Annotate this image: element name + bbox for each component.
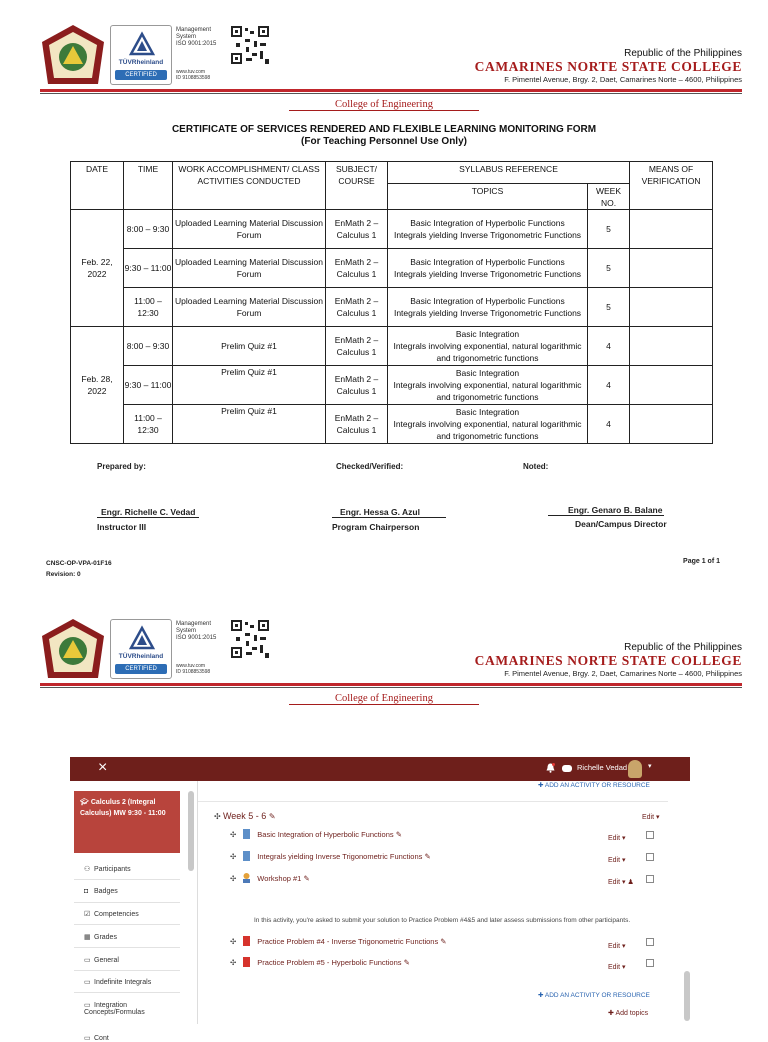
sidebar-item-integration-concepts[interactable]: ▭ Integration Concepts/Formulas xyxy=(84,1002,145,1016)
table-row xyxy=(71,210,713,249)
college-seal-logo xyxy=(40,24,106,88)
header-week: WEEK NO. xyxy=(588,184,630,210)
lms-course-content xyxy=(198,781,690,1024)
checked-verified-label: Checked/Verified: xyxy=(336,462,404,471)
completion-checkbox[interactable] xyxy=(646,853,654,861)
badge-icon: ◘ xyxy=(84,888,89,895)
college-seal-logo xyxy=(40,618,106,682)
work-cell: Prelim Quiz #1 xyxy=(173,366,326,405)
activity-edit-menu[interactable]: Edit ▾ xyxy=(608,835,626,842)
form-subtitle: (For Teaching Personnel Use Only) xyxy=(301,136,467,147)
prepared-by-role: Instructor III xyxy=(97,522,147,532)
sidebar-divider xyxy=(74,924,180,925)
work-cell: Prelim Quiz #1 xyxy=(173,327,326,366)
move-icon: ✣ xyxy=(230,830,237,839)
add-topics-link[interactable]: ✚ Add topics xyxy=(608,1010,649,1017)
move-icon: ✣ xyxy=(230,852,237,861)
header-red-rule xyxy=(40,683,742,686)
week-section-title[interactable]: ✣ Week 5 - 6 ✎ xyxy=(214,811,276,821)
sidebar-divider xyxy=(74,879,180,880)
week-cell: 4 xyxy=(588,366,630,405)
management-system-text: Management System ISO 9001:2015 xyxy=(176,621,217,641)
document-code: CNSC-OP-VPA-01F16 Revision: 0 xyxy=(46,560,112,578)
header-work: WORK ACCOMPLISHMENT/ CLASS ACTIVITIES CONDUCTED xyxy=(173,162,326,210)
header-black-rule xyxy=(40,687,742,688)
subject-cell: EnMath 2 – Calculus 1 xyxy=(326,288,388,327)
form-title: CERTIFICATE OF SERVICES RENDERED AND FLEXIBLE LEARNING MONITORING FORM xyxy=(171,124,597,135)
header-syllabus: SYLLABUS REFERENCE xyxy=(388,162,630,184)
header-means: MEANS OF VERIFICATION xyxy=(630,162,713,210)
qr-code-icon xyxy=(230,619,270,659)
week-cell: 4 xyxy=(588,327,630,366)
date-cell: Feb. 28, 2022 xyxy=(71,327,124,444)
week-cell: 5 xyxy=(588,210,630,249)
tuv-name: TÜVRheinland xyxy=(118,59,164,66)
header-black-rule xyxy=(40,93,742,94)
college-name: CAMARINES NORTE STATE COLLEGE xyxy=(474,653,742,668)
time-cell: 9:30 – 11:00 xyxy=(124,249,173,288)
sidebar-item-competencies[interactable]: ☑ Competencies xyxy=(84,911,139,918)
file-icon xyxy=(242,829,251,839)
checked-by-role: Program Chairperson xyxy=(332,522,420,532)
work-cell: Uploaded Learning Material Discussion Forum xyxy=(173,249,326,288)
work-cell: Prelim Quiz #1 xyxy=(173,405,326,444)
sidebar-item-course[interactable]: 🎓︎ Calculus 2 (Integral Calculus) MW 9:30 - 11:00 xyxy=(74,791,180,853)
sidebar-item-indefinite-integrals[interactable]: ▭ Indefinite Integrals xyxy=(84,979,152,986)
sidebar-item-cont[interactable]: ▭ Cont xyxy=(84,1035,109,1042)
tuv-url-text: www.tuv.com ID 9108853598 xyxy=(176,663,211,675)
activity-practice-4[interactable]: ✣ Practice Problem #4 - Inverse Trigonometric Functions ✎ xyxy=(230,937,447,946)
move-icon: ✣ xyxy=(230,874,237,883)
time-cell: 11:00 – 12:30 xyxy=(124,288,173,327)
content-scrollbar[interactable] xyxy=(684,971,690,1021)
tuv-triangle-icon xyxy=(129,626,155,650)
qr-code-icon xyxy=(230,25,270,65)
prepared-by-label: Prepared by: xyxy=(97,462,146,471)
section-edit-menu[interactable]: Edit ▾ xyxy=(642,814,660,821)
checked-by-name: Engr. Hessa G. Azul xyxy=(332,507,446,517)
sidebar-item-participants[interactable]: ⚇ Participants xyxy=(84,866,131,873)
noted-by-role: Dean/Campus Director xyxy=(575,519,667,529)
pencil-icon: ✎ xyxy=(424,852,431,861)
table-row xyxy=(71,327,713,366)
subject-cell: EnMath 2 – Calculus 1 xyxy=(326,327,388,366)
tuv-certified-label: CERTIFIED xyxy=(115,70,167,80)
activity-edit-menu[interactable]: Edit ▾ xyxy=(608,943,626,950)
means-cell xyxy=(630,405,713,444)
table-row xyxy=(71,366,713,405)
pencil-icon: ✎ xyxy=(303,874,310,883)
department-name: College of Engineering xyxy=(0,99,768,111)
move-icon: ✣ xyxy=(230,937,237,946)
means-cell xyxy=(630,249,713,288)
sidebar-item-general[interactable]: ▭ General xyxy=(84,957,119,964)
lms-course-screenshot xyxy=(70,757,690,1042)
header-subject: SUBJECT/ COURSE xyxy=(326,162,388,210)
tuv-url-text: www.tuv.com ID 9108853598 xyxy=(176,69,211,81)
topics-cell: Basic Integration Integrals involving exponential, natural logarithmic and trigonometric functions xyxy=(388,366,588,405)
topics-cell: Basic Integration Integrals involving exponential, natural logarithmic and trigonometric functions xyxy=(388,405,588,444)
week-cell: 5 xyxy=(588,249,630,288)
tuv-triangle-icon xyxy=(129,32,155,56)
tuv-certified-label: CERTIFIED xyxy=(115,664,167,674)
work-cell: Uploaded Learning Material Discussion Forum xyxy=(173,288,326,327)
means-cell xyxy=(630,210,713,249)
activity-inverse-trig[interactable]: ✣ Integrals yielding Inverse Trigonometric Functions ✎ xyxy=(230,852,431,861)
sidebar-scrollbar[interactable] xyxy=(188,791,194,871)
time-cell: 8:00 – 9:30 xyxy=(124,210,173,249)
means-cell xyxy=(630,327,713,366)
means-cell xyxy=(630,366,713,405)
time-cell: 9:30 – 11:00 xyxy=(124,366,173,405)
users-icon: ⚇ xyxy=(84,866,91,873)
activity-edit-menu[interactable]: Edit ▾ xyxy=(608,964,626,971)
date-cell: Feb. 22, 2022 xyxy=(71,210,124,327)
avatar[interactable] xyxy=(628,760,642,778)
workshop-icon xyxy=(242,873,251,883)
noted-label: Noted: xyxy=(523,462,549,471)
lms-navbar xyxy=(70,757,690,781)
assignment-icon xyxy=(242,936,251,946)
table-row xyxy=(71,288,713,327)
pencil-icon: ✎ xyxy=(395,830,403,839)
completion-checkbox[interactable] xyxy=(646,959,654,967)
time-cell: 8:00 – 9:30 xyxy=(124,327,173,366)
pencil-icon: ✎ xyxy=(440,937,447,946)
user-icon: ♟ xyxy=(627,879,634,886)
sidebar-divider xyxy=(74,947,180,948)
table-icon: ▦ xyxy=(84,934,91,941)
header-date: DATE xyxy=(71,162,124,210)
move-icon[interactable]: ✣ xyxy=(214,812,223,821)
college-address: F. Pimentel Avenue, Brgy. 2, Daet, Camarines Norte – 4600, Philippines xyxy=(504,669,742,678)
file-icon xyxy=(242,851,251,861)
subject-cell: EnMath 2 – Calculus 1 xyxy=(326,210,388,249)
folder-icon: ▭ xyxy=(84,979,91,986)
tuv-name: TÜVRheinland xyxy=(118,653,164,660)
table-row xyxy=(71,405,713,444)
user-menu-name[interactable]: Richelle Vedad xyxy=(577,763,628,772)
college-address: F. Pimentel Avenue, Brgy. 2, Daet, Camarines Norte – 4600, Philippines xyxy=(504,75,742,84)
time-cell: 11:00 – 12:30 xyxy=(124,405,173,444)
folder-icon: ▭ xyxy=(84,957,91,964)
activity-basic-integration[interactable]: ✣ Basic Integration of Hyperbolic Functions ✎ xyxy=(230,830,403,839)
topics-cell: Basic Integration of Hyperbolic Functions Integrals yielding Inverse Trigonometric Functions xyxy=(388,288,588,327)
week-cell: 4 xyxy=(588,405,630,444)
subject-cell: EnMath 2 – Calculus 1 xyxy=(326,405,388,444)
table-row xyxy=(71,249,713,288)
prepared-by-name: Engr. Richelle C. Vedad xyxy=(97,507,199,517)
college-name: CAMARINES NORTE STATE COLLEGE xyxy=(474,59,742,74)
sidebar-item-badges[interactable]: ◘ Badges xyxy=(84,888,118,895)
folder-icon: ▭ xyxy=(84,1035,91,1042)
lms-sidebar xyxy=(70,781,198,1042)
activity-edit-menu[interactable]: Edit ▾ ♟ xyxy=(608,879,634,886)
header-topics: TOPICS xyxy=(388,184,588,210)
header-time: TIME xyxy=(124,162,173,210)
section-divider xyxy=(198,801,668,802)
subject-cell: EnMath 2 – Calculus 1 xyxy=(326,249,388,288)
department-name: College of Engineering xyxy=(0,693,768,705)
chevron-down-icon[interactable]: ▾ xyxy=(648,763,652,770)
sidebar-item-grades[interactable]: ▦ Grades xyxy=(84,934,117,941)
work-cell: Uploaded Learning Material Discussion Forum xyxy=(173,210,326,249)
move-icon: ✣ xyxy=(230,958,237,967)
topics-cell: Basic Integration of Hyperbolic Functions Integrals yielding Inverse Trigonometric Functions xyxy=(388,210,588,249)
folder-icon: ▭ xyxy=(84,1002,91,1009)
week-cell: 5 xyxy=(588,288,630,327)
graduation-cap-icon: 🎓︎ xyxy=(80,799,91,806)
means-cell xyxy=(630,288,713,327)
add-activity-link[interactable]: ✚ ADD AN ACTIVITY OR RESOURCE xyxy=(538,992,650,999)
republic-text: Republic of the Philippines xyxy=(624,642,742,653)
messages-icon[interactable] xyxy=(562,765,572,772)
tuv-certified-badge xyxy=(110,25,172,85)
sidebar-divider xyxy=(74,902,180,903)
tuv-certified-badge xyxy=(110,619,172,679)
topics-cell: Basic Integration of Hyperbolic Functions Integrals yielding Inverse Trigonometric Functions xyxy=(388,249,588,288)
checkbox-icon: ☑ xyxy=(84,911,91,918)
activity-edit-menu[interactable]: Edit ▾ xyxy=(608,857,626,864)
completion-checkbox[interactable] xyxy=(646,875,654,883)
completion-checkbox[interactable] xyxy=(646,831,654,839)
pencil-icon[interactable]: ✎ xyxy=(268,812,276,821)
workshop-description: In this activity, you're asked to submit your solution to Practice Problem #4&5 and later assess submissions from other participants. xyxy=(254,917,631,924)
assignment-icon xyxy=(242,957,251,967)
republic-text: Republic of the Philippines xyxy=(624,48,742,59)
pencil-icon: ✎ xyxy=(403,958,410,967)
add-activity-link[interactable]: ✚ ADD AN ACTIVITY OR RESOURCE xyxy=(538,782,650,789)
bell-icon[interactable] xyxy=(546,763,555,773)
header-red-rule xyxy=(40,89,742,92)
activity-practice-5[interactable]: ✣ Practice Problem #5 - Hyperbolic Functions ✎ xyxy=(230,958,410,967)
subject-cell: EnMath 2 – Calculus 1 xyxy=(326,366,388,405)
topics-cell: Basic Integration Integrals involving exponential, natural logarithmic and trigonometric functions xyxy=(388,327,588,366)
noted-by-name: Engr. Genaro B. Balane xyxy=(548,505,664,515)
completion-checkbox[interactable] xyxy=(646,938,654,946)
activity-workshop[interactable]: ✣ Workshop #1 ✎ xyxy=(230,874,310,883)
sidebar-divider xyxy=(74,992,180,993)
page-number: Page 1 of 1 xyxy=(683,558,720,565)
management-system-text: Management System ISO 9001:2015 xyxy=(176,27,217,47)
sidebar-divider xyxy=(74,970,180,971)
services-rendered-table xyxy=(70,161,713,444)
close-drawer-button[interactable]: × xyxy=(98,759,108,776)
